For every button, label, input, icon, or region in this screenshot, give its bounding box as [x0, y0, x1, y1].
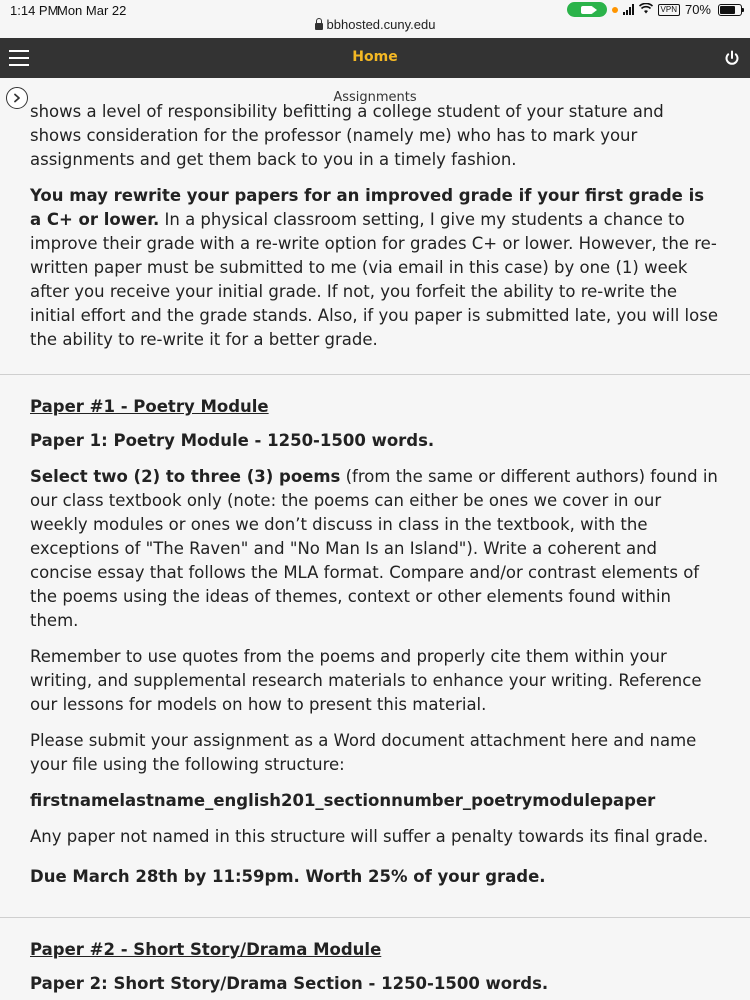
paper2-heading: Paper 2: Short Story/Drama Section - 1250-1500 words.: [30, 974, 549, 993]
url-bar[interactable]: [0, 17, 750, 32]
paper1-heading: Paper 1: Poetry Module - 1250-1500 words.: [30, 431, 435, 450]
paper1-link[interactable]: Paper #1 - Poetry Module: [30, 397, 269, 416]
mic-indicator-icon: [612, 7, 618, 13]
battery-icon: [718, 4, 742, 16]
status-date: Mon Mar 22: [57, 3, 127, 18]
paper1-filename: firstnamelastname_english201_sectionnumber_poetrymodulepaper: [30, 791, 656, 810]
paper1-description: [30, 465, 720, 633]
rewrite-text: In a physical classroom setting, I give my students a chance to improve their grade with a re-write option for grades C+ or lower. However, the re-written paper must be submitted to me (via email in this case) by one (1) week after you receive your initial grade. If not, you forfeit the ability to re-write the initial effort and the grade stands. Also, if you paper is submitted late, you will lose the ability to re-write it for a better grade.: [30, 210, 718, 349]
status-time: 1:14 PM: [10, 3, 59, 18]
paper1-text: (from the same or different authors) found in our class textbook only (note: the poems can either be ones we cover in our weekly modules or ones we don’t discuss in class in the textbook, with the exceptions of "The Raven" and "No Man Is an Island"). Write a coherent and concise essay that follows the MLA format. Compare and/or contrast elements of the poems using the ideas of themes, context or other elements found within them.: [30, 467, 718, 630]
divider: [0, 374, 750, 375]
signal-icon: [623, 4, 634, 15]
paper1-penalty: Any paper not named in this structure will suffer a penalty towards its final grade.: [30, 827, 709, 846]
lock-icon: [315, 23, 323, 30]
paper1-bold: Select two (2) to three (3) poems: [30, 467, 341, 486]
url-text: bbhosted.cuny.edu: [326, 17, 436, 32]
paper1-item: [0, 395, 750, 889]
status-icons: [567, 2, 742, 17]
app-header: [0, 38, 750, 78]
rewrite-paragraph: [30, 184, 720, 352]
battery-percent: 70%: [684, 2, 711, 17]
status-bar: [0, 0, 750, 38]
divider: [0, 917, 750, 918]
vpn-badge: VPN: [658, 4, 680, 16]
paper2-link[interactable]: Paper #2 - Short Story/Drama Module: [30, 940, 382, 959]
rewrite-bold: You may rewrite your papers for an improved grade if your first grade is a C+ or lower.: [30, 186, 705, 229]
hamburger-icon[interactable]: [9, 50, 29, 66]
assignments-content[interactable]: [0, 100, 750, 1000]
intro-paragraph: shows a level of responsibility befitting a college student of your stature and shows consideration for the professor (namely me) who has to mark your assignments and get them back to you in a timely fashion.: [30, 102, 664, 169]
page-title: Home: [352, 49, 398, 65]
paper2-item: [0, 938, 750, 996]
paper1-submit-paragraph: Please submit your assignment as a Word document attachment here and name your file using the following structure:: [30, 731, 697, 774]
paper1-due: Due March 28th by 11:59pm. Worth 25% of your grade.: [30, 867, 546, 886]
paper1-quotes-paragraph: Remember to use quotes from the poems and properly cite them within your writing, and supplemental research materials to enhance your writing. Reference our lessons for models on how to present this material.: [30, 647, 702, 714]
facetime-indicator-icon[interactable]: [567, 2, 607, 17]
section-title: Assignments: [333, 90, 417, 105]
power-icon[interactable]: [724, 50, 740, 66]
wifi-icon: [639, 3, 653, 17]
